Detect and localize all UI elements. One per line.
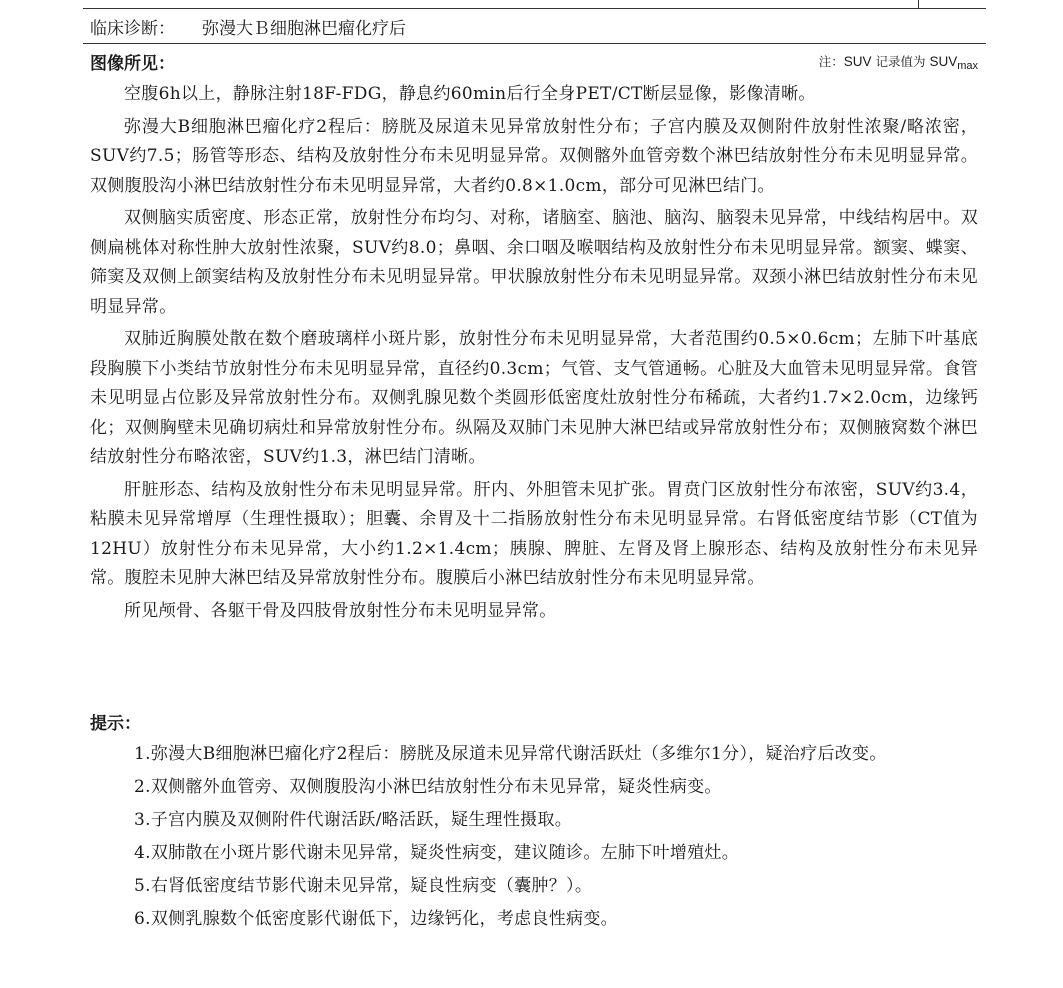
suv-note-suv-max: SUV [929,54,958,69]
tip-item: 3.子宫内膜及双侧附件代谢活跃/略活跃，疑生理性摄取。 [134,810,573,830]
tip-item: 1.弥漫大B细胞淋巴瘤化疗2程后：膀胱及尿道未见异常代谢活跃灶（多维尔1分），疑治疗后改变。 [134,744,887,764]
findings-paragraph-pelvis: 弥漫大B细胞淋巴瘤化疗2程后：膀胱及尿道未见异常放射性分布；子宫内膜及双侧附件放射性浓聚/略浓密，SUV约7.5；肠管等形态、结构及放射性分布未见明显异常。双侧髂外血管旁数个淋巴结放射性分布未见明显异常。双侧腹股沟小淋巴结放射性分布未见明显异常，大者约0.8×1.0cm，部分可见淋巴结门。 [90,116,978,196]
tip-item: 2.双侧髂外血管旁、双侧腹股沟小淋巴结放射性分布未见异常，疑炎性病变。 [134,777,722,797]
tips-list [134,738,887,936]
suv-note [819,52,978,72]
findings-paragraph-abdomen: 肝脏形态、结构及放射性分布未见明显异常。肝内、外胆管未见扩张。胃贲门区放射性分布浓密，SUV约3.4，粘膜未见异常增厚（生理性摄取）；胆囊、余胃及十二指肠放射性分布未见明显异常。右肾低密度结节影（CT值为12HU）放射性分布未见异常，大小约1.2×1.4cm；胰腺、脾脏、左肾及肾上腺形态、结构及放射性分布未见异常。腹腔未见肿大淋巴结及异常放射性分布。腹膜后小淋巴结放射性分布未见明显异常。 [90,479,978,588]
findings-body [90,80,978,629]
clinical-diagnosis-row [90,14,406,39]
tips-heading: 提示： [90,714,141,734]
findings-heading: 图像所见： [90,54,175,74]
diagnosis-divider [83,43,986,44]
findings-paragraph-protocol: 空腹6h以上，静脉注射18F-FDG，静息约60min后行全身PET/CT断层显像，影像清晰。 [124,84,816,104]
suv-note-suv: SUV [843,54,872,69]
top-divider [83,8,986,9]
findings-paragraph-head-neck: 双侧脑实质密度、形态正常，放射性分布均匀、对称，诸脑室、脑池、脑沟、脑裂未见异常，中线结构居中。双侧扁桃体对称性肿大放射性浓聚，SUV约8.0；鼻咽、余口咽及喉咽结构及放射性分布未见明显异常。额窦、蝶窦、筛窦及双侧上颌窦结构及放射性分布未见明显异常。甲状腺放射性分布未见明显异常。双颈小淋巴结放射性分布未见明显异常。 [90,208,978,317]
suv-note-prefix: 注： [818,54,844,69]
suv-note-subscript: max [957,60,978,72]
clinical-diagnosis-label: 临床诊断： [90,19,175,39]
findings-paragraph-chest: 双肺近胸膜处散在数个磨玻璃样小斑片影，放射性分布未见明显异常，大者范围约0.5×0.6cm；左肺下叶基底段胸膜下小类结节放射性分布未见明显异常，直径约0.3cm；气管、支气管通畅。心脏及大血管未见明显异常。食管未见明显占位影及异常放射性分布。双侧乳腺见数个类圆形低密度灶放射性分布稀疏，大者约1.7×2.0cm，边缘钙化；双侧胸壁未见确切病灶和异常放射性分布。纵隔及双肺门未见肿大淋巴结或异常放射性分布；双侧腋窝数个淋巴结放射性分布略浓密，SUV约1.3，淋巴结门清晰。 [90,329,978,467]
tip-item: 6.双侧乳腺数个低密度影代谢低下，边缘钙化，考虑良性病变。 [134,909,618,929]
header-tick [918,0,919,8]
tip-item: 5.右肾低密度结节影代谢未见异常，疑良性病变（囊肿？）。 [134,876,593,896]
findings-paragraph-bones: 所见颅骨、各躯干骨及四肢骨放射性分布未见明显异常。 [124,600,557,621]
clinical-diagnosis-value: 弥漫大Ｂ细胞淋巴瘤化疗后 [202,19,406,39]
suv-note-mid: 记录值为 [871,54,930,69]
tip-item: 4.双肺散在小斑片影代谢未见异常，疑炎性病变，建议随诊。左肺下叶增殖灶。 [134,843,740,863]
